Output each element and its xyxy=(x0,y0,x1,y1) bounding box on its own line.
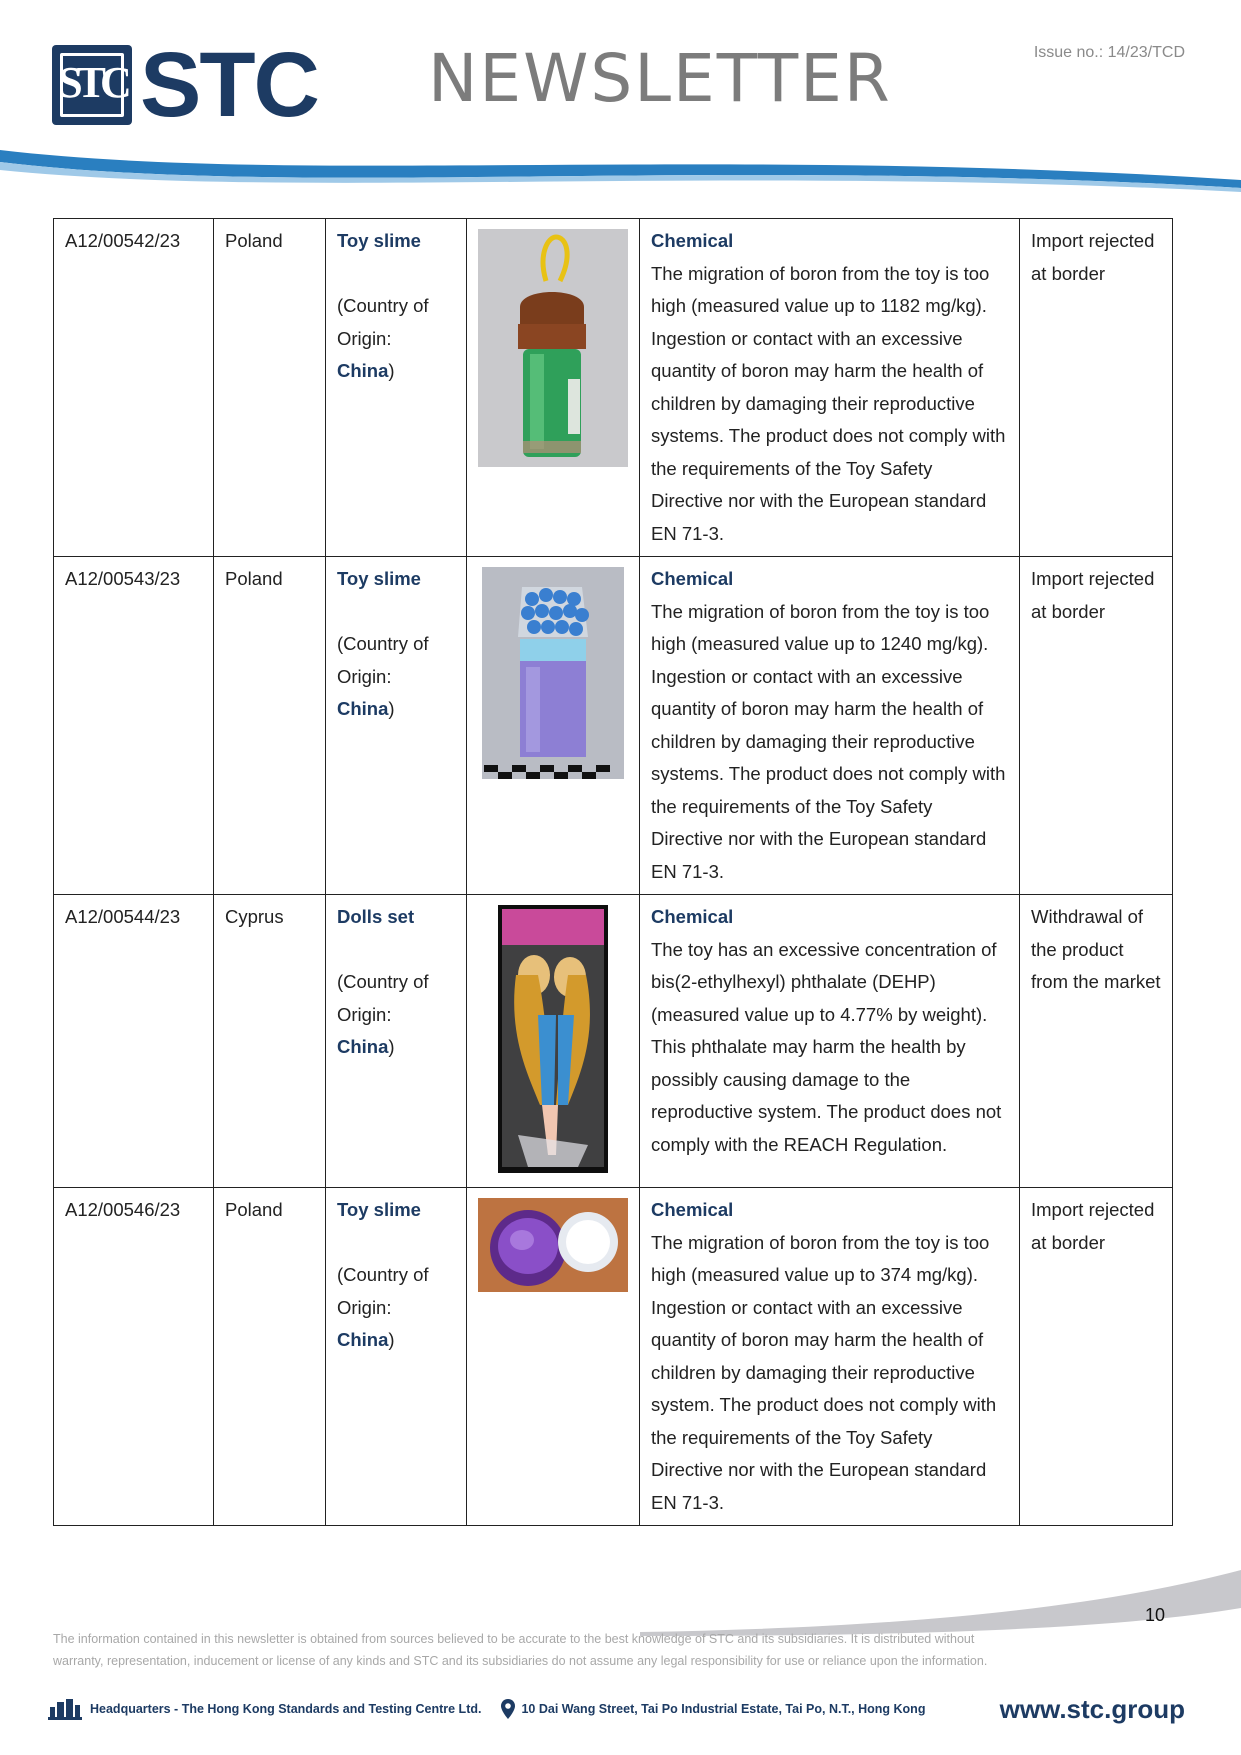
table-row xyxy=(54,557,1173,895)
header-swoosh-decoration xyxy=(0,140,1241,200)
address-text: 10 Dai Wang Street, Tai Po Industrial Estate, Tai Po, N.T., Hong Kong xyxy=(521,1702,926,1716)
risk-cell xyxy=(640,1188,1020,1526)
origin-country: China xyxy=(337,1329,389,1350)
product-photo-cell xyxy=(467,219,640,557)
notifying-country: Poland xyxy=(214,219,326,557)
risk-type: Chemical xyxy=(651,1199,734,1220)
product-cell: Dolls set (Country of Origin: China) xyxy=(326,895,467,1188)
risk-description: The migration of boron from the toy is too high (measured value up to 1182 mg/kg). Ingestion or contact with an excessive quantity of boron may harm the health of children by damaging their reproductive systems. The product does not comply with the requirements of the Toy Safety Directive nor with the European standard EN 71-3. xyxy=(651,262,1006,544)
toy-slime-jar-photo-icon xyxy=(478,1198,628,1292)
risk-description: The migration of boron from the toy is too high (measured value up to 1240 mg/kg). Ingestion or contact with an excessive quantity of boron may harm the health of children by damaging their reproductive systems. The product does not comply with the requirements of the Toy Safety Directive nor with the European standard EN 71-3. xyxy=(651,600,1006,882)
stc-logo-mark-icon: STC xyxy=(52,45,132,125)
table-row xyxy=(54,1188,1173,1526)
risk-type: Chemical xyxy=(651,230,734,251)
table-row xyxy=(54,895,1173,1188)
product-name: Dolls set xyxy=(337,906,415,927)
page-number: 10 xyxy=(1144,1605,1165,1625)
measures-taken: Import rejected at border xyxy=(1020,219,1173,557)
product-cell: Toy slime (Country of Origin: China) xyxy=(326,219,467,557)
origin-label: (Country of Origin: xyxy=(337,971,429,1025)
dolls-set-photo-icon xyxy=(498,905,608,1173)
product-photo-cell xyxy=(467,1188,640,1526)
stc-logo-text: STC xyxy=(140,34,318,136)
measures-taken: Withdrawal of the product from the market xyxy=(1020,895,1173,1188)
notification-id: A12/00546/23 xyxy=(54,1188,214,1526)
stc-logo xyxy=(52,34,352,136)
notification-id: A12/00544/23 xyxy=(54,895,214,1188)
toy-slime-beads-photo-icon xyxy=(482,567,624,779)
notifying-country: Poland xyxy=(214,557,326,895)
origin-label: (Country of Origin: xyxy=(337,295,429,349)
origin-label: (Country of Origin: xyxy=(337,1264,429,1318)
origin-label: (Country of Origin: xyxy=(337,633,429,687)
risk-type: Chemical xyxy=(651,568,734,589)
table-row xyxy=(54,219,1173,557)
product-cell: Toy slime (Country of Origin: China) xyxy=(326,557,467,895)
risk-cell xyxy=(640,219,1020,557)
risk-cell xyxy=(640,557,1020,895)
notifying-country: Poland xyxy=(214,1188,326,1526)
recall-table xyxy=(53,218,1173,1526)
product-photo-cell xyxy=(467,557,640,895)
toy-slime-bottle-photo-icon xyxy=(478,229,628,467)
product-name: Toy slime xyxy=(337,230,421,251)
risk-description: The toy has an excessive concentration of bis(2-ethylhexyl) phthalate (DEHP) (measured value up to 4.77% by weight). This phthalate may harm the health by possibly causing damage to the reproductive system. The product does not comply with the REACH Regulation. xyxy=(651,938,1002,1155)
location-pin-icon xyxy=(501,1699,515,1719)
origin-country: China xyxy=(337,360,389,381)
notifying-country: Cyprus xyxy=(214,895,326,1188)
product-name: Toy slime xyxy=(337,568,421,589)
issue-number: Issue no.: 14/23/TCD xyxy=(1033,44,1185,61)
notification-id: A12/00543/23 xyxy=(54,557,214,895)
disclaimer-text: The information contained in this newsletter is obtained from sources believed to be accurate to the best knowledge of STC and its subsidiaries. It is distributed without warranty, representation, inducement or license of any kinds and STC and its subsidiaries do not assume any legal responsibility for use or reliance upon the information. xyxy=(53,1632,988,1668)
origin-country: China xyxy=(337,698,389,719)
website-link[interactable]: www.stc.group xyxy=(999,1694,1185,1724)
notification-id: A12/00542/23 xyxy=(54,219,214,557)
risk-description: The migration of boron from the toy is too high (measured value up to 374 mg/kg). Ingestion or contact with an excessive quantity of boron may harm the health of children by damaging their reproductive system. The product does not comply with the requirements of the Toy Safety Directive nor with the European standard EN 71-3. xyxy=(651,1231,997,1513)
risk-cell xyxy=(640,895,1020,1188)
risk-type: Chemical xyxy=(651,906,734,927)
newsletter-title: NEWSLETTER xyxy=(428,40,892,117)
product-cell: Toy slime (Country of Origin: China) xyxy=(326,1188,467,1526)
headquarters-text: Headquarters - The Hong Kong Standards and Testing Centre Ltd. xyxy=(90,1702,482,1716)
product-name: Toy slime xyxy=(337,1199,421,1220)
measures-taken: Import rejected at border xyxy=(1020,557,1173,895)
measures-taken: Import rejected at border xyxy=(1020,1188,1173,1526)
product-photo-cell xyxy=(467,895,640,1188)
origin-country: China xyxy=(337,1036,389,1057)
building-icon xyxy=(48,1698,82,1720)
